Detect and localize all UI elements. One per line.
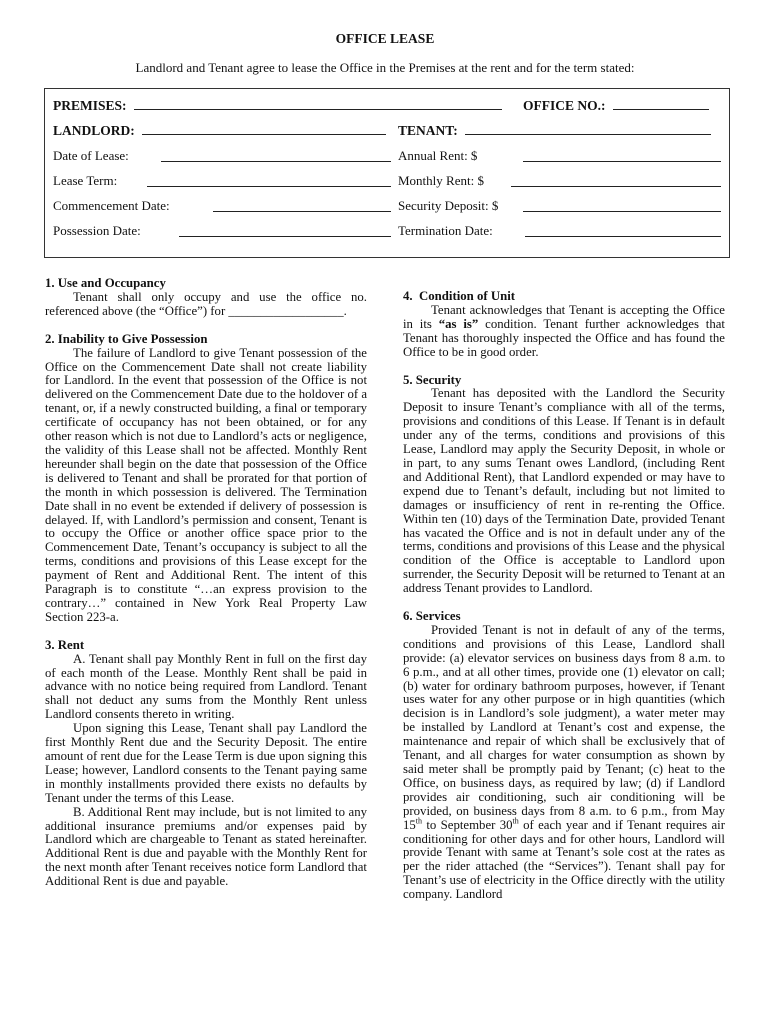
date-of-lease-field[interactable] xyxy=(161,150,391,162)
commencement-row xyxy=(53,198,170,214)
landlord-field[interactable] xyxy=(142,123,386,135)
premises-label: PREMISES: xyxy=(53,98,127,113)
section-1-heading: 1. Use and Occupancy xyxy=(45,276,166,290)
termination-field[interactable] xyxy=(525,225,721,237)
date-of-lease-label: Date of Lease: xyxy=(53,148,129,163)
annual-rent-row xyxy=(398,148,477,164)
section-3-paragraph-b: B. Additional Rent may include, but is not limited to any additional insurance premiums and/or expenses paid by Landlord which are chargeable to Tenant as stated hereinafter. Additional Rent is due and payable with the Monthly Rent for the next month after Tenant receives notice form Landlord that Additional Rent is due and payable. xyxy=(45,804,367,889)
lease-term-field[interactable] xyxy=(147,175,391,187)
monthly-rent-field[interactable] xyxy=(511,175,721,187)
section-6-text-2: to September 30 xyxy=(422,817,513,832)
security-deposit-field[interactable] xyxy=(523,200,721,212)
section-4-text-1: Tenant acknowledges that Tenant is accepting the Office in its xyxy=(403,302,725,331)
section-5-paragraph: Tenant has deposited with the Landlord the Security Deposit to insure Tenant’s compliance with all of the terms, provisions and conditions of this Lease. If Tenant is in default under any of the terms, conditions and provisions of this Lease, Landlord may apply the Security Deposit, in whole or in part, to any sums Tenant owes Landlord, (including Rent and Additional Rent), that Landlord expended or may have to expend due to Tenant’s default, including but not limited to damages or insufficiency of rent in re-renting the Office. Within ten (10) days of the Termination Date, provided Tenant has vacated the Office and is not in default under any of the terms, conditions and provisions of this Lease and the physical condition of the Office is acceptable to Landlord upon surrender, the Security Deposit will be returned to Tenant at an address Tenant provides to Landlord. xyxy=(403,386,725,596)
premises-field[interactable] xyxy=(134,98,414,110)
landlord-label: LANDLORD: xyxy=(53,123,135,138)
tenant-label: TENANT: xyxy=(398,123,458,138)
security-deposit-row xyxy=(398,198,498,214)
commencement-field[interactable] xyxy=(213,200,391,212)
left-column xyxy=(45,277,367,889)
termination-label: Termination Date: xyxy=(398,223,493,238)
intro-text: Landlord and Tenant agree to lease the Office in the Premises at the rent and for the term stated: xyxy=(135,60,635,75)
section-3-heading: 3. Rent xyxy=(45,637,85,652)
section-4-paragraph xyxy=(403,304,725,360)
section-6-sup-1: th xyxy=(415,816,423,826)
section-4-title: Condition of Unit xyxy=(419,289,516,303)
document-title: OFFICE LEASE xyxy=(335,31,435,46)
office-no-label: OFFICE NO.: xyxy=(523,98,606,113)
office-no-row xyxy=(523,98,709,114)
security-deposit-label: Security Deposit: $ xyxy=(398,198,499,213)
tenant-field[interactable] xyxy=(465,123,711,135)
office-no-field[interactable] xyxy=(613,98,709,110)
commencement-label: Commencement Date: xyxy=(53,198,170,213)
possession-label: Possession Date: xyxy=(53,223,141,238)
monthly-rent-label: Monthly Rent: $ xyxy=(398,173,484,188)
landlord-row xyxy=(53,123,386,139)
lease-terms-box xyxy=(44,88,730,258)
section-3-paragraph-2: Upon signing this Lease, Tenant shall pay Landlord the first Monthly Rent due and the Security Deposit. The entire amount of rent due for the Lease Term is due upon signing this Lease; however, Landlord consents to the Tenant paying same in monthly installments provided there exists no defaults by Tenant under the terms of this Lease. xyxy=(45,721,367,805)
section-3-paragraph-a: A. Tenant shall pay Monthly Rent in full on the first day of each month of the Lease. Monthly Rent shall be paid in advance with no notice being required from Landlord. Tenant shall not deduct any sums from the Monthly Rent unless Landlord consents thereto in writing. xyxy=(45,651,367,722)
section-2-paragraph: The failure of Landlord to give Tenant possession of the Office on the Commencement Date shall not create liability for Landlord. In the event that possession of the Office is not delivered on the Commencement Date due to the holdover of a tenant, or, if a newly constructed building, a final or temporary certificate of occupancy has not been obtained, or for any other reason which is not due to Landlord’s acts or negligence, the validity of this Lease shall not be affected. Monthly Rent hereunder shall begin on the date that possession of the Office is delivered to Tenant and shall be prorated for that portion of the month in which possession is delivered. The Termination Date shall in no event be extended if delivery of possession is delayed. If, with Landlord’s permission and consent, Tenant is to occupy the Office or another office space prior to the Commencement Date, Tenant’s occupancy is subject to all the terms, conditions and provisions of this Lease except for the payment of Rent and Additional Rent. The intent of this Paragraph is to constitute “…an express provision to the contrary…” contained in New York Real Property Law Section 223-a. xyxy=(45,345,367,624)
section-6-text-3: of each year and if Tenant requires air conditioning for other days and for other hours, Landlord will provide Tenant with same at Tenant’s sole cost at the rates as per the rider attached (the “Services”). Tenant shall pay for Tenant’s use of electricity in the Office directly with the utility company. Landlord xyxy=(403,817,725,902)
section-4-number: 4 xyxy=(403,289,410,303)
right-column xyxy=(403,290,725,902)
tenant-row xyxy=(398,123,711,139)
section-6-heading: 6. Services xyxy=(403,609,461,624)
section-6-sup-2: th xyxy=(512,816,519,826)
termination-row xyxy=(398,223,493,239)
section-2-heading: 2. Inability to Give Possession xyxy=(45,331,208,346)
premises-row xyxy=(53,98,502,114)
section-5-heading: 5. Security xyxy=(403,372,462,387)
premises-field-ext xyxy=(414,98,502,110)
section-1-paragraph: Tenant shall only occupy and use the office no. referenced above (the “Office”) for __________________. xyxy=(45,289,367,318)
section-4-text-2: condition. Tenant further acknowledges that Tenant has thoroughly inspected the Office and has found the Office to be in good order. xyxy=(403,316,725,359)
section-6-text-1: Provided Tenant is not in default of any of the terms, conditions and provisions of this Lease, Landlord shall provide: (a) elevator services on business days from 8 a.m. to 6 p.m., and at all other times, provide one (1) elevator on call; (b) water for ordinary bathroom purposes, however, if Tenant uses water for any other purpose or in high quantities (which decision is in Landlord’s sole judgment), a water meter may be installed by Landlord at Tenant’s cost and expense, the maintenance and repair of which shall be exclusively that of Tenant, and all charges for water consumption as shown by said meter shall be promptly paid by Tenant; (c) heat to the Office, on business days, as required by law; (d) if Landlord provides air conditioning, such air conditioning will be provided, on business days from 8 a.m. to 6 p.m., from May 15 xyxy=(403,622,725,832)
section-6-paragraph xyxy=(403,624,725,902)
lease-term-row xyxy=(53,173,117,189)
annual-rent-field[interactable] xyxy=(523,150,721,162)
possession-field[interactable] xyxy=(179,225,391,237)
lease-term-label: Lease Term: xyxy=(53,173,118,188)
date-of-lease-row xyxy=(53,148,129,164)
section-4-as-is: “as is” xyxy=(438,316,479,331)
annual-rent-label: Annual Rent: $ xyxy=(398,148,478,163)
monthly-rent-row xyxy=(398,173,484,189)
possession-row xyxy=(53,223,141,239)
section-4-heading: 4. Condition of Unit xyxy=(403,289,516,303)
